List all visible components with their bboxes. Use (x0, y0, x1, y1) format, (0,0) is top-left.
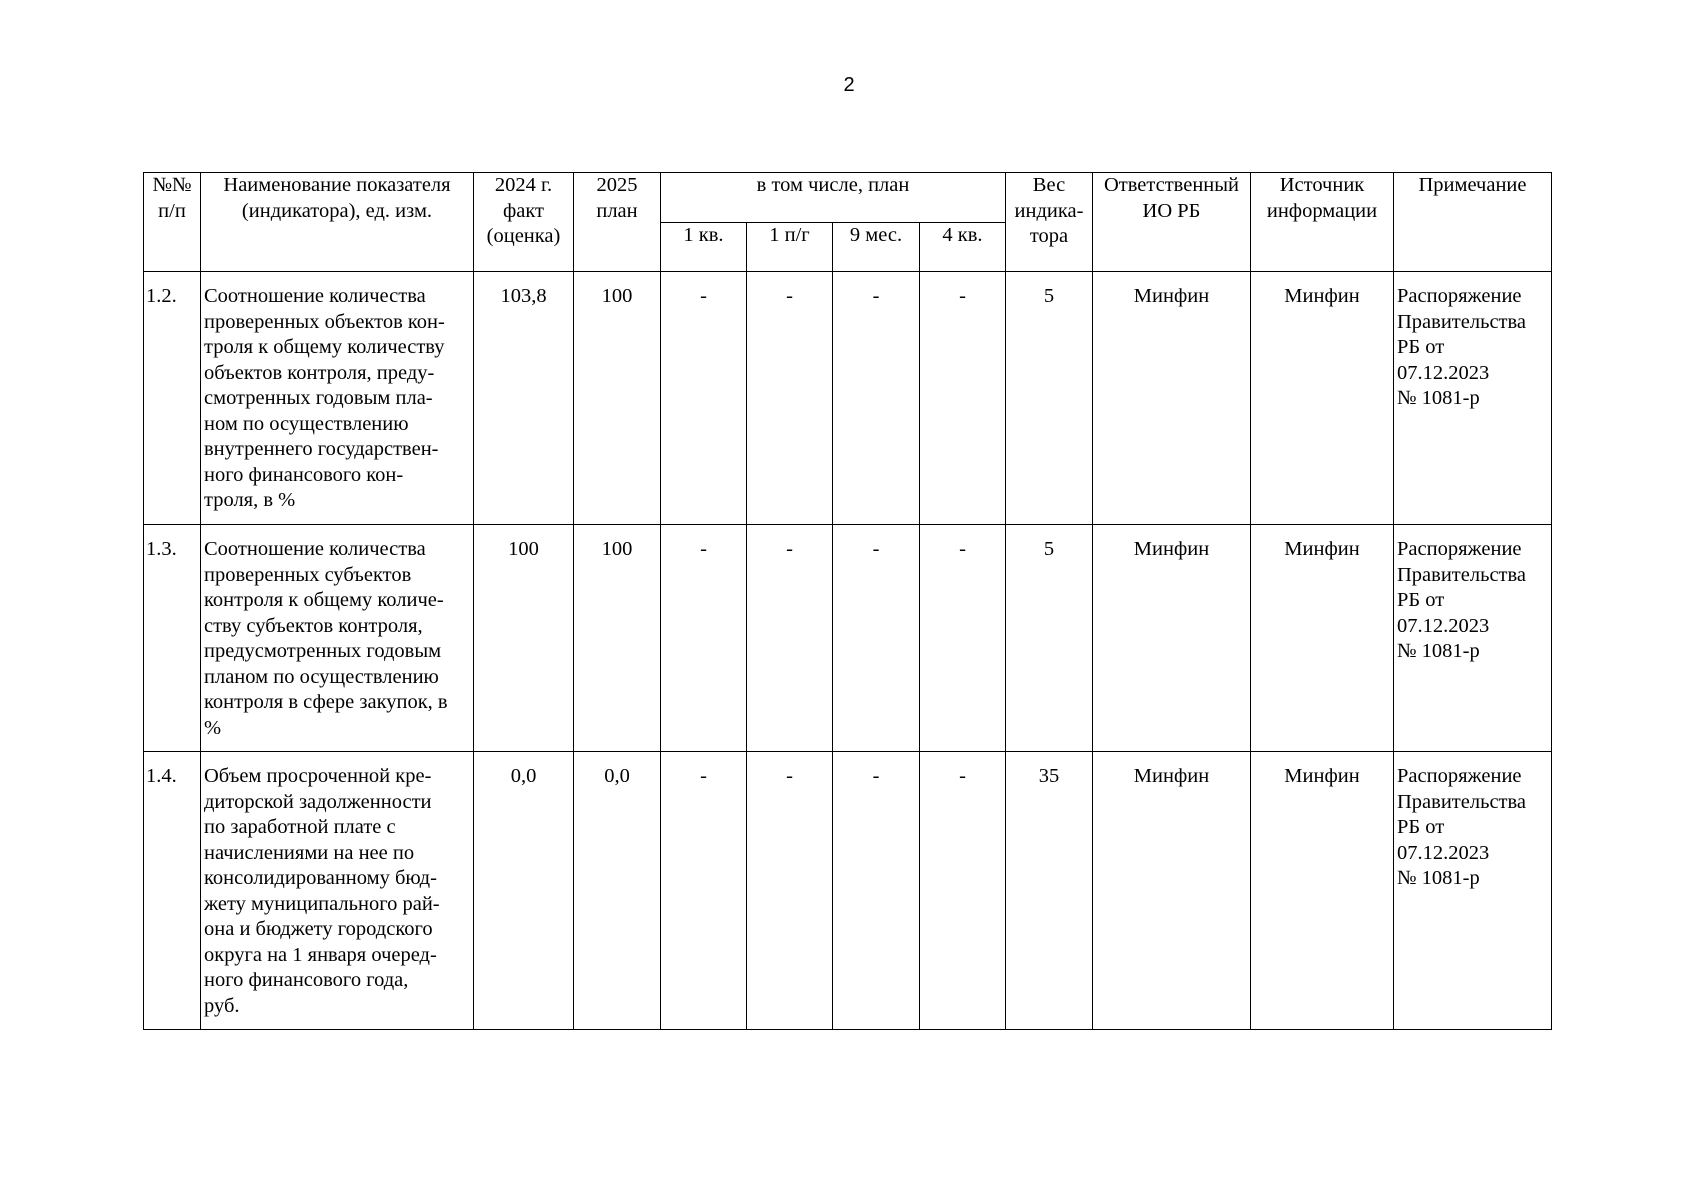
row-name: Соотношение количества проверенных объектов кон- троля к общему количеству объектов контроля, преду- смотренных годовым пла- ном по осуществлению внутреннего государствен- ного финансового кон- троля, в % (201, 272, 474, 525)
row-num: 1.2. (144, 272, 201, 525)
row-plan-2025: 0,0 (574, 752, 661, 1030)
header-9m: 9 мес. (833, 223, 920, 272)
header-weight: Вес индика- тора (1006, 173, 1093, 272)
row-responsible: Минфин (1093, 525, 1251, 752)
row-responsible: Минфин (1093, 272, 1251, 525)
row-plan-2025: 100 (574, 272, 661, 525)
header-name: Наименование показателя (индикатора), ед. изм. (201, 173, 474, 272)
table-header-row (144, 173, 1552, 223)
row-h1: - (747, 272, 833, 525)
row-fact-2024: 100 (474, 525, 574, 752)
row-note: Распоряжение Правительства РБ от 07.12.2023 № 1081-р (1394, 272, 1552, 525)
row-fact-2024: 0,0 (474, 752, 574, 1030)
row-plan-2025: 100 (574, 525, 661, 752)
row-source: Минфин (1251, 525, 1394, 752)
row-h1: - (747, 752, 833, 1030)
row-q4: - (920, 272, 1006, 525)
row-weight: 5 (1006, 525, 1093, 752)
header-responsible: Ответственный ИО РБ (1093, 173, 1251, 272)
row-source: Минфин (1251, 272, 1394, 525)
row-num: 1.3. (144, 525, 201, 752)
row-note: Распоряжение Правительства РБ от 07.12.2023 № 1081-р (1394, 525, 1552, 752)
header-h1: 1 п/г (747, 223, 833, 272)
header-note: Примечание (1394, 173, 1552, 272)
row-weight: 5 (1006, 272, 1093, 525)
row-name: Соотношение количества проверенных субъектов контроля к общему количе- ству субъектов контроля, предусмотренных годовым планом по осуществлению контроля в сфере закупок, в % (201, 525, 474, 752)
row-9m: - (833, 272, 920, 525)
row-name: Объем просроченной кре- диторской задолженности по заработной плате с начислениями на нее по консолидированному бюд- жету муниципального рай- она и бюджету городского округа на 1 января очеред- ного финансового года, руб. (201, 752, 474, 1030)
header-plan-2025: 2025 план (574, 173, 661, 272)
row-q1: - (661, 272, 747, 525)
table-row (144, 752, 1552, 1030)
header-incl-plan: в том числе, план (661, 173, 1006, 223)
row-h1: - (747, 525, 833, 752)
row-weight: 35 (1006, 752, 1093, 1030)
header-q4: 4 кв. (920, 223, 1006, 272)
row-9m: - (833, 525, 920, 752)
row-q4: - (920, 752, 1006, 1030)
row-fact-2024: 103,8 (474, 272, 574, 525)
row-q1: - (661, 752, 747, 1030)
row-note: Распоряжение Правительства РБ от 07.12.2023 № 1081-р (1394, 752, 1552, 1030)
row-source: Минфин (1251, 752, 1394, 1030)
row-9m: - (833, 752, 920, 1030)
header-num: №№ п/п (144, 173, 201, 272)
page-number: 2 (843, 74, 855, 96)
header-q1: 1 кв. (661, 223, 747, 272)
header-fact-2024: 2024 г. факт (оценка) (474, 173, 574, 272)
table-row (144, 272, 1552, 525)
table-row (144, 525, 1552, 752)
header-source: Источник информации (1251, 173, 1394, 272)
indicators-table (143, 172, 1552, 1030)
row-num: 1.4. (144, 752, 201, 1030)
row-responsible: Минфин (1093, 752, 1251, 1030)
row-q1: - (661, 525, 747, 752)
row-q4: - (920, 525, 1006, 752)
